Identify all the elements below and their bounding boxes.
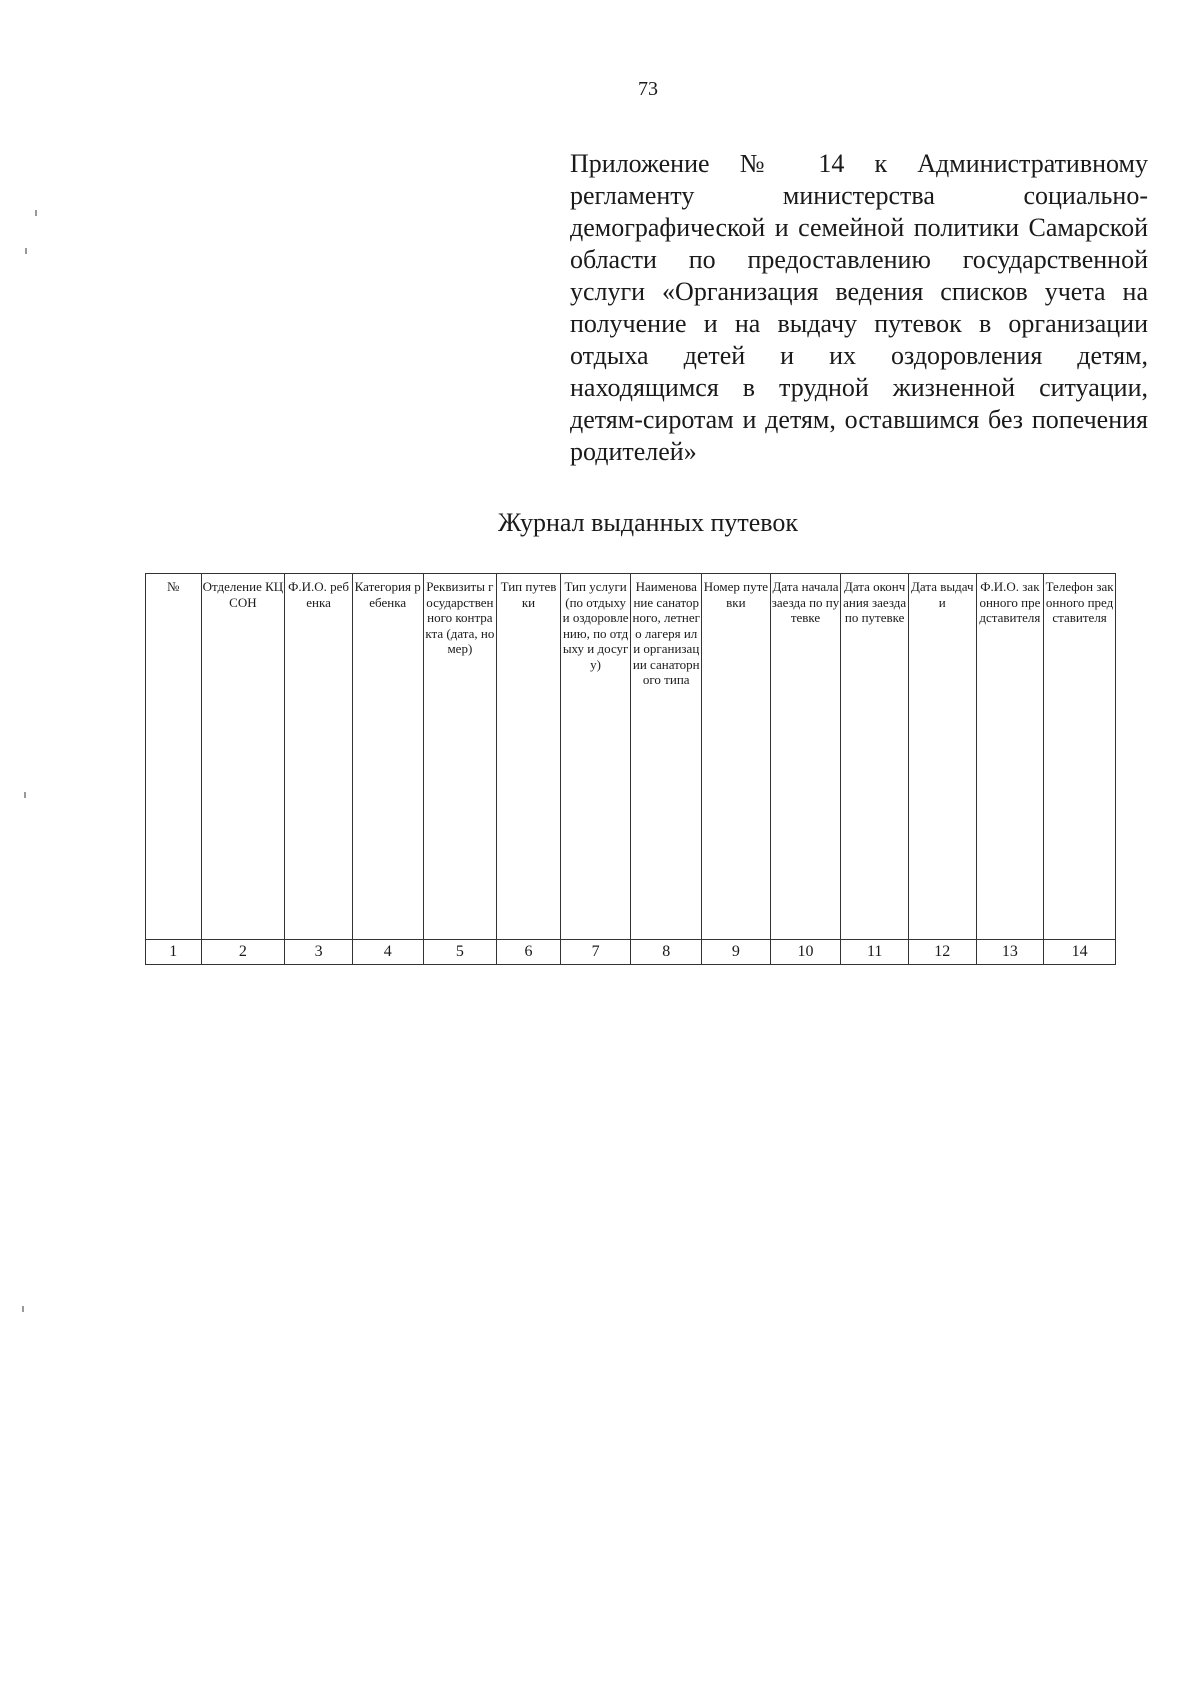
column-number: 3 [285, 940, 353, 965]
column-header: Тип путевки [497, 574, 561, 940]
column-header: Категория ребенка [352, 574, 423, 940]
column-header: Отделение КЦСОН [201, 574, 285, 940]
scan-artifact [22, 1306, 24, 1312]
column-number: 11 [841, 940, 909, 965]
column-number: 10 [770, 940, 841, 965]
scan-artifact [25, 248, 27, 254]
column-header: Наименование санаторного, летнего лагеря или организации санаторного типа [631, 574, 702, 940]
scan-artifact [24, 792, 26, 798]
column-header: Дата выдачи [908, 574, 976, 940]
column-number: 1 [146, 940, 202, 965]
column-header: Номер путевки [702, 574, 771, 940]
column-number: 2 [201, 940, 285, 965]
page-number: 73 [638, 78, 658, 100]
scan-artifact [35, 210, 37, 216]
column-number: 13 [976, 940, 1044, 965]
column-header: Тип услуги (по отдыху и оздоровлению, по отдыху и досугу) [560, 574, 631, 940]
column-number: 5 [423, 940, 497, 965]
table-header-row [146, 574, 1116, 940]
column-number: 4 [352, 940, 423, 965]
column-number: 9 [702, 940, 771, 965]
column-number: 7 [560, 940, 631, 965]
column-number: 6 [497, 940, 561, 965]
table-column-numbers-row [146, 940, 1116, 965]
column-number: 8 [631, 940, 702, 965]
journal-table [145, 573, 1116, 965]
column-header: Реквизиты государственного контракта (дата, номер) [423, 574, 497, 940]
column-header: Дата окончания заезда по путевке [841, 574, 909, 940]
column-header: № [146, 574, 202, 940]
column-number: 12 [908, 940, 976, 965]
column-header: Ф.И.О. ребенка [285, 574, 353, 940]
column-number: 14 [1044, 940, 1116, 965]
column-header: Телефон законного представителя [1044, 574, 1116, 940]
journal-title: Журнал выданных путевок [497, 508, 799, 537]
column-header: Ф.И.О. законного представителя [976, 574, 1044, 940]
column-header: Дата начала заезда по путевке [770, 574, 841, 940]
appendix-caption: Приложение № 14 к Административному регламенту министерства социально-демографической и семейной политики Самарской области по предоставлению государственной услуги «Организация ведения списков учета на получение и на выдачу путевок в организации отдыха детей и их оздоровления детям, находящимся в трудной жизненной ситуации, детям-сиротам и детям, оставшимся без попечения родителей» [570, 149, 1148, 466]
